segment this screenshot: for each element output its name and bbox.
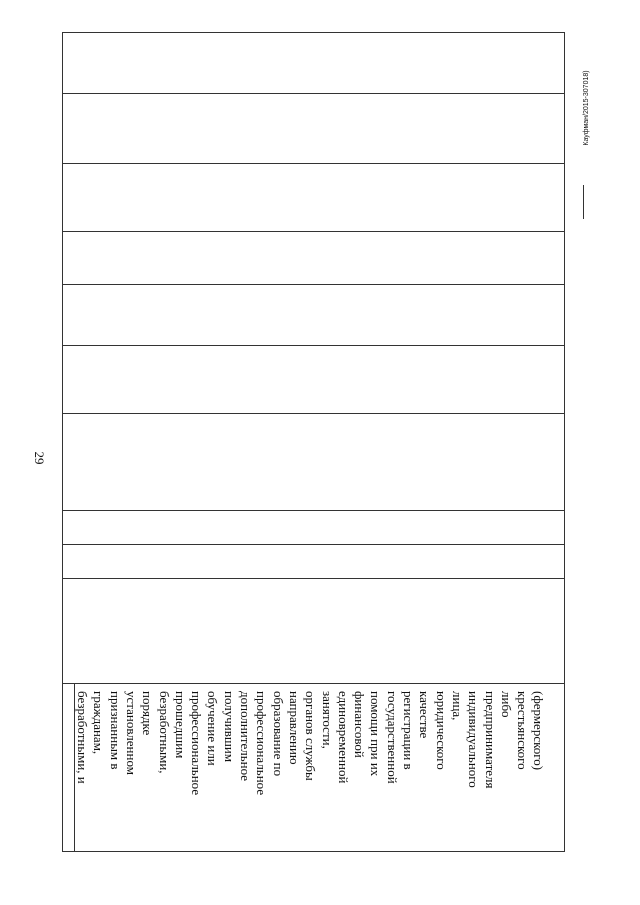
page-number: 29 xyxy=(32,451,47,465)
row-divider xyxy=(63,345,564,346)
cell-text-line: занятости, xyxy=(319,691,335,749)
cell-text-line: направлению xyxy=(286,691,302,765)
cell-text-line: индивидуального xyxy=(466,691,482,788)
row-divider xyxy=(63,231,564,232)
cell-text-line: государственной xyxy=(384,691,400,784)
cell-text-line: помощи при их xyxy=(368,691,384,777)
cell-text-line: крестьянского xyxy=(515,691,531,770)
table-cell-text xyxy=(76,683,566,853)
cell-text-line: получившим xyxy=(221,691,237,763)
cell-text-line: порядке xyxy=(140,691,156,736)
cell-text-line: юридического xyxy=(433,691,449,770)
document-code: Кауфман/2015-307018) xyxy=(583,70,590,146)
cell-text-line: лица, xyxy=(449,691,465,721)
cell-text-line: единовременной xyxy=(335,691,351,784)
cell-text-line: прошедшим xyxy=(172,691,188,759)
row-divider xyxy=(63,284,564,285)
cell-text-line: профессиональное xyxy=(189,691,205,796)
cell-text-line: безработными, и xyxy=(75,691,90,784)
row-divider xyxy=(63,510,564,511)
cell-text-line: профессиональное xyxy=(254,691,270,796)
cell-text-line: качестве xyxy=(417,691,433,739)
cell-text-line: финансовой xyxy=(352,691,368,758)
cell-text-line: признанным в xyxy=(107,691,123,770)
row-divider xyxy=(63,578,564,579)
cell-text-line: обучение или xyxy=(205,691,221,766)
row-divider xyxy=(63,93,564,94)
cell-text-line: органов службы xyxy=(303,691,319,781)
row-divider xyxy=(63,413,564,414)
row-divider xyxy=(63,544,564,545)
cell-text-line: безработными, xyxy=(156,691,172,774)
cell-text-line: дополнительное xyxy=(238,691,253,782)
cell-text-line: установленном xyxy=(123,691,139,775)
row-divider xyxy=(63,163,564,164)
cell-text-line: образование по xyxy=(270,691,286,777)
cell-text-line: либо xyxy=(498,691,514,718)
footnote-separator xyxy=(583,185,584,219)
cell-text-line: (фермерского) xyxy=(531,691,547,771)
cell-text-line: гражданам, xyxy=(91,691,107,755)
cell-text-line: регистрации в xyxy=(401,691,416,770)
cell-text-line: предпринимателя xyxy=(482,691,498,789)
